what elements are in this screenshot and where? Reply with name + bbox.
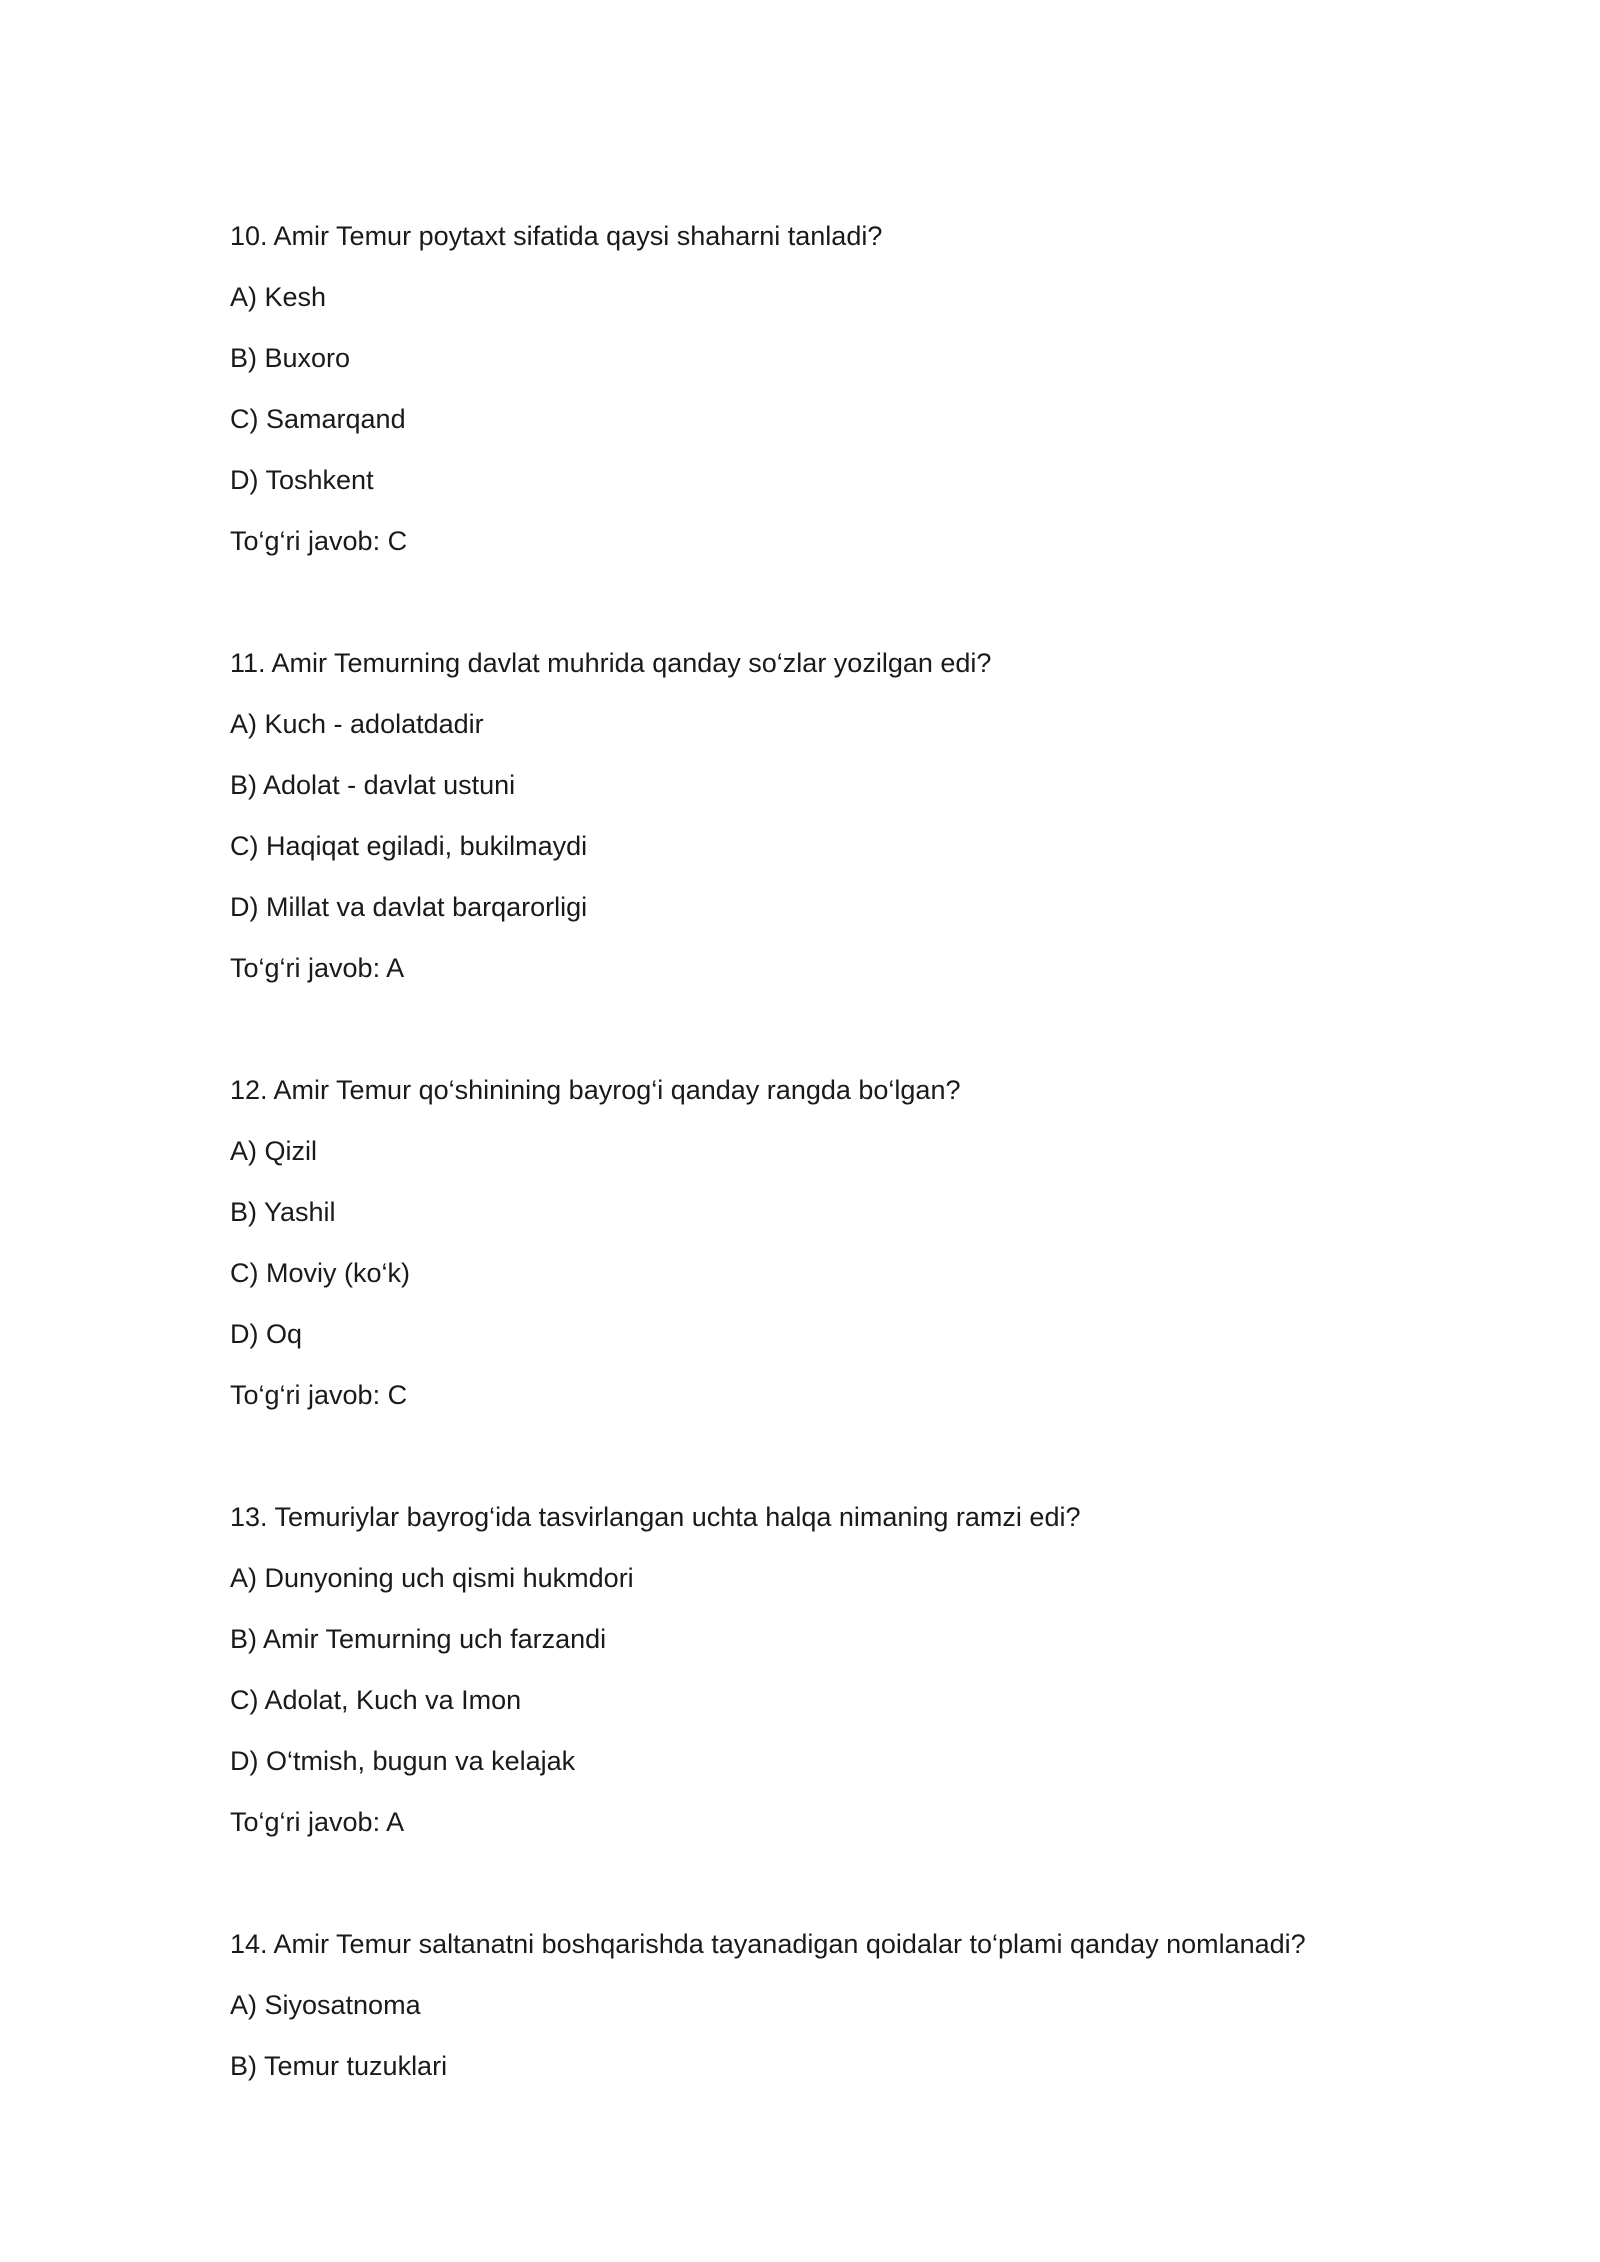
answer-option: A) Dunyoning uch qismi hukmdori	[230, 1563, 634, 1593]
answer-option: D) O‘tmish, bugun va kelajak	[230, 1746, 576, 1776]
correct-answer: To‘g‘ri javob: A	[230, 1807, 405, 1837]
question-text: 13. Temuriylar bayrog‘ida tasvirlangan uchta halqa nimaning ramzi edi?	[230, 1502, 1081, 1532]
answer-option: A) Siyosatnoma	[230, 1990, 421, 2020]
correct-answer: To‘g‘ri javob: C	[230, 1380, 408, 1410]
answer-option: C) Moviy (ko‘k)	[230, 1258, 410, 1288]
document-page	[230, 206, 1430, 2158]
answer-option: B) Temur tuzuklari	[230, 2051, 448, 2081]
answer-option: A) Qizil	[230, 1136, 317, 1166]
answer-option: B) Buxoro	[230, 343, 351, 373]
question-text: 11. Amir Temurning davlat muhrida qanday so‘zlar yozilgan edi?	[230, 648, 992, 678]
answer-option: A) Kesh	[230, 282, 327, 312]
answer-option: B) Yashil	[230, 1197, 336, 1227]
answer-option: B) Amir Temurning uch farzandi	[230, 1624, 607, 1654]
question-text: 10. Amir Temur poytaxt sifatida qaysi shaharni tanladi?	[230, 221, 883, 251]
answer-option: A) Kuch - adolatdadir	[230, 709, 484, 739]
answer-option: C) Adolat, Kuch va Imon	[230, 1685, 522, 1715]
answer-option: D) Millat va davlat barqarorligi	[230, 892, 588, 922]
correct-answer: To‘g‘ri javob: A	[230, 953, 405, 983]
answer-option: D) Oq	[230, 1319, 303, 1349]
question-block	[230, 633, 1430, 999]
answer-option: D) Toshkent	[230, 465, 374, 495]
question-block	[230, 1060, 1430, 1426]
correct-answer: To‘g‘ri javob: C	[230, 526, 408, 556]
question-text: 12. Amir Temur qo‘shinining bayrog‘i qanday rangda bo‘lgan?	[230, 1075, 961, 1105]
answer-option: C) Samarqand	[230, 404, 406, 434]
question-text: 14. Amir Temur saltanatni boshqarishda tayanadigan qoidalar to‘plami qanday nomlanadi?	[230, 1929, 1306, 1959]
answer-option: B) Adolat - davlat ustuni	[230, 770, 516, 800]
question-block	[230, 1914, 1430, 2097]
question-block	[230, 1487, 1430, 1853]
answer-option: C) Haqiqat egiladi, bukilmaydi	[230, 831, 588, 861]
question-block	[230, 206, 1430, 572]
